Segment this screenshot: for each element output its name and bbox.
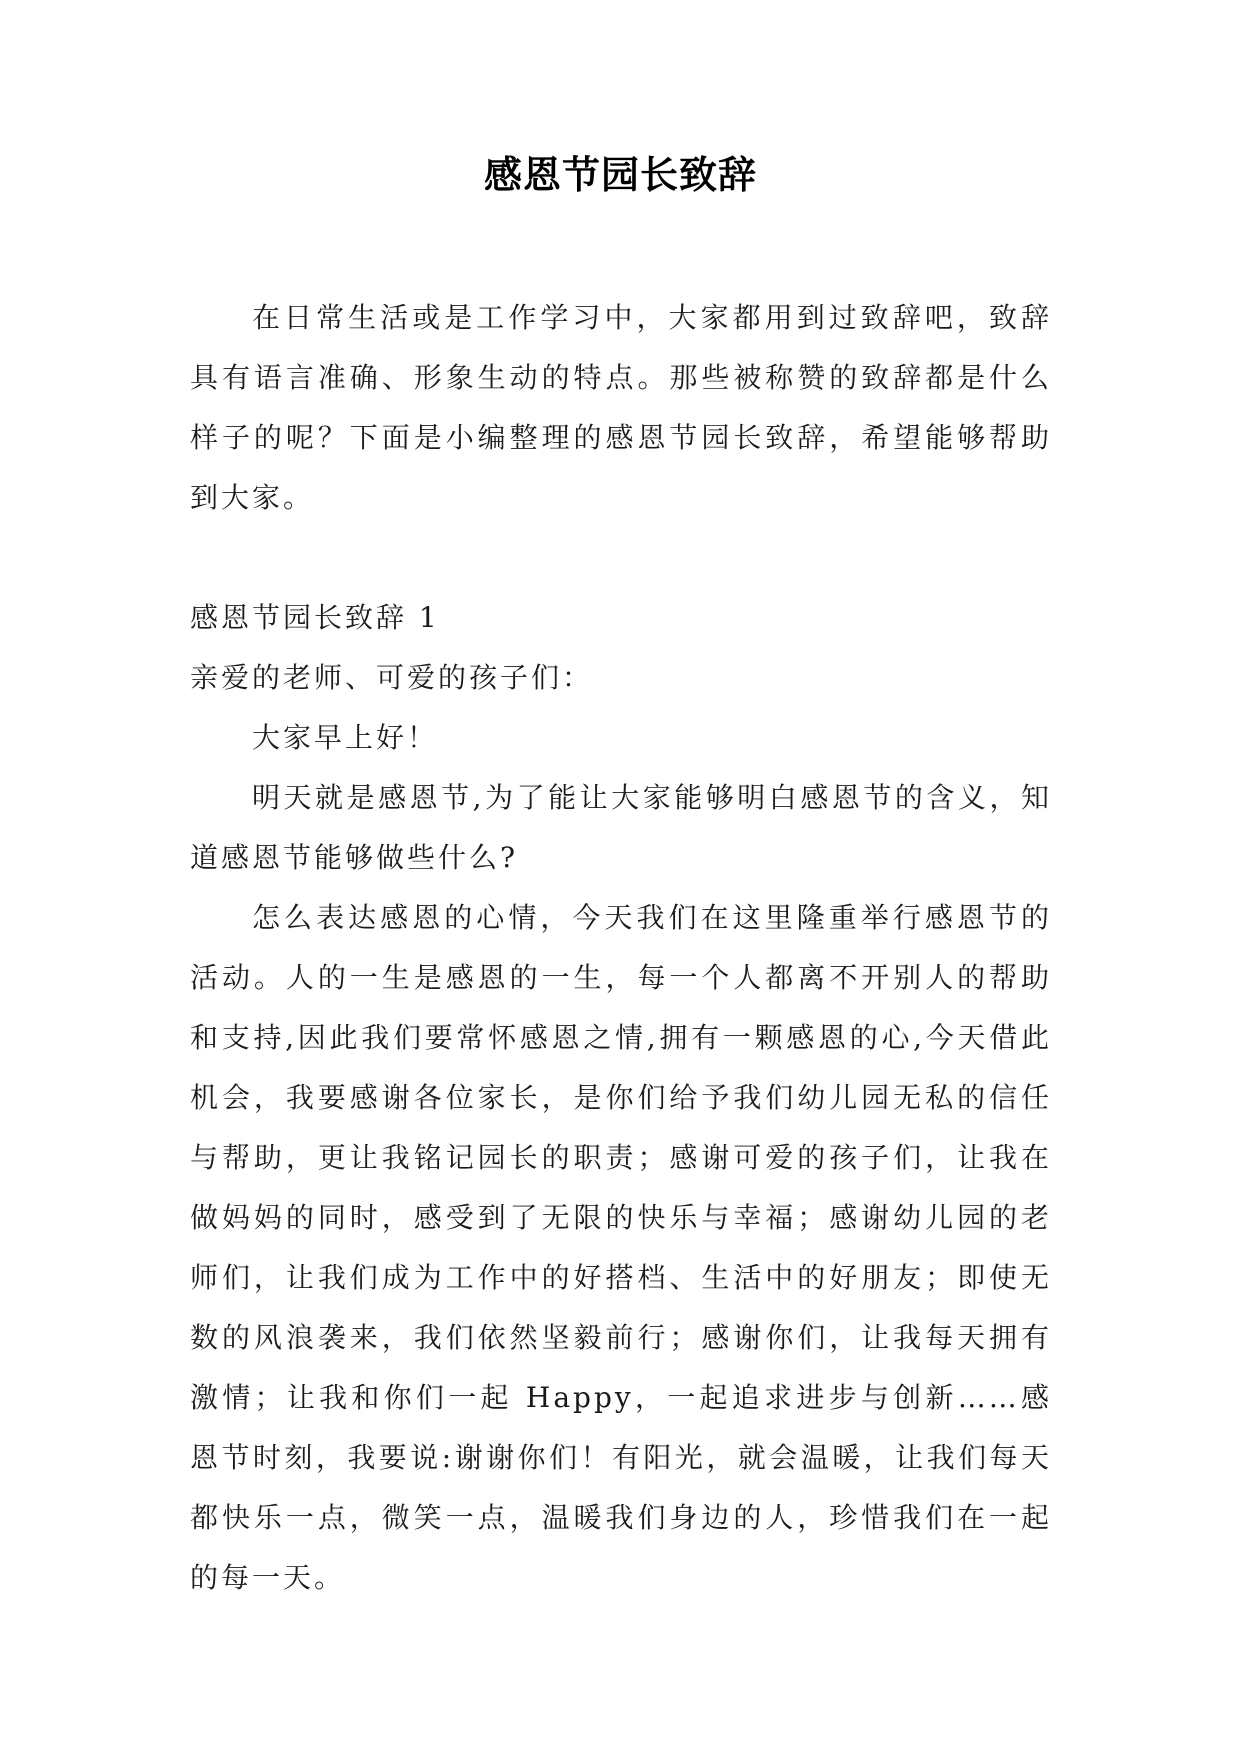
document-body bbox=[190, 288, 1052, 1608]
document-title: 感恩节园长致辞 bbox=[483, 153, 757, 197]
greeting: 大家早上好！ bbox=[252, 721, 439, 754]
section-heading: 感恩节园长致辞 1 bbox=[190, 601, 440, 634]
body-paragraph-1: 明天就是感恩节,为了能让大家能够明白感恩节的含义，知道感恩节能够做些什么? bbox=[190, 781, 1052, 874]
salutation: 亲爱的老师、可爱的孩子们： bbox=[190, 661, 594, 694]
paragraph-gap bbox=[190, 528, 1052, 588]
intro-paragraph: 在日常生活或是工作学习中，大家都用到过致辞吧，致辞具有语言准确、形象生动的特点。那些被称赞的致辞都是什么样子的呢？下面是小编整理的感恩节园长致辞，希望能够帮助到大家。 bbox=[190, 301, 1052, 514]
body-paragraph-2: 怎么表达感恩的心情，今天我们在这里隆重举行感恩节的活动。人的一生是感恩的一生，每一个人都离不开别人的帮助和支持,因此我们要常怀感恩之情,拥有一颗感恩的心,今天借此机会，我要感谢各位家长，是你们给予我们幼儿园无私的信任与帮助，更让我铭记园长的职责；感谢可爱的孩子们，让我在做妈妈的同时，感受到了无限的快乐与幸福；感谢幼儿园的老师们，让我们成为工作中的好搭档、生活中的好朋友；即使无数的风浪袭来，我们依然坚毅前行；感谢你们，让我每天拥有激情；让我和你们一起 Happy，一起追求进步与创新……感恩节时刻，我要说:谢谢你们！有阳光，就会温暖，让我们每天都快乐一点，微笑一点，温暖我们身边的人，珍惜我们在一起的每一天。 bbox=[190, 901, 1052, 1594]
